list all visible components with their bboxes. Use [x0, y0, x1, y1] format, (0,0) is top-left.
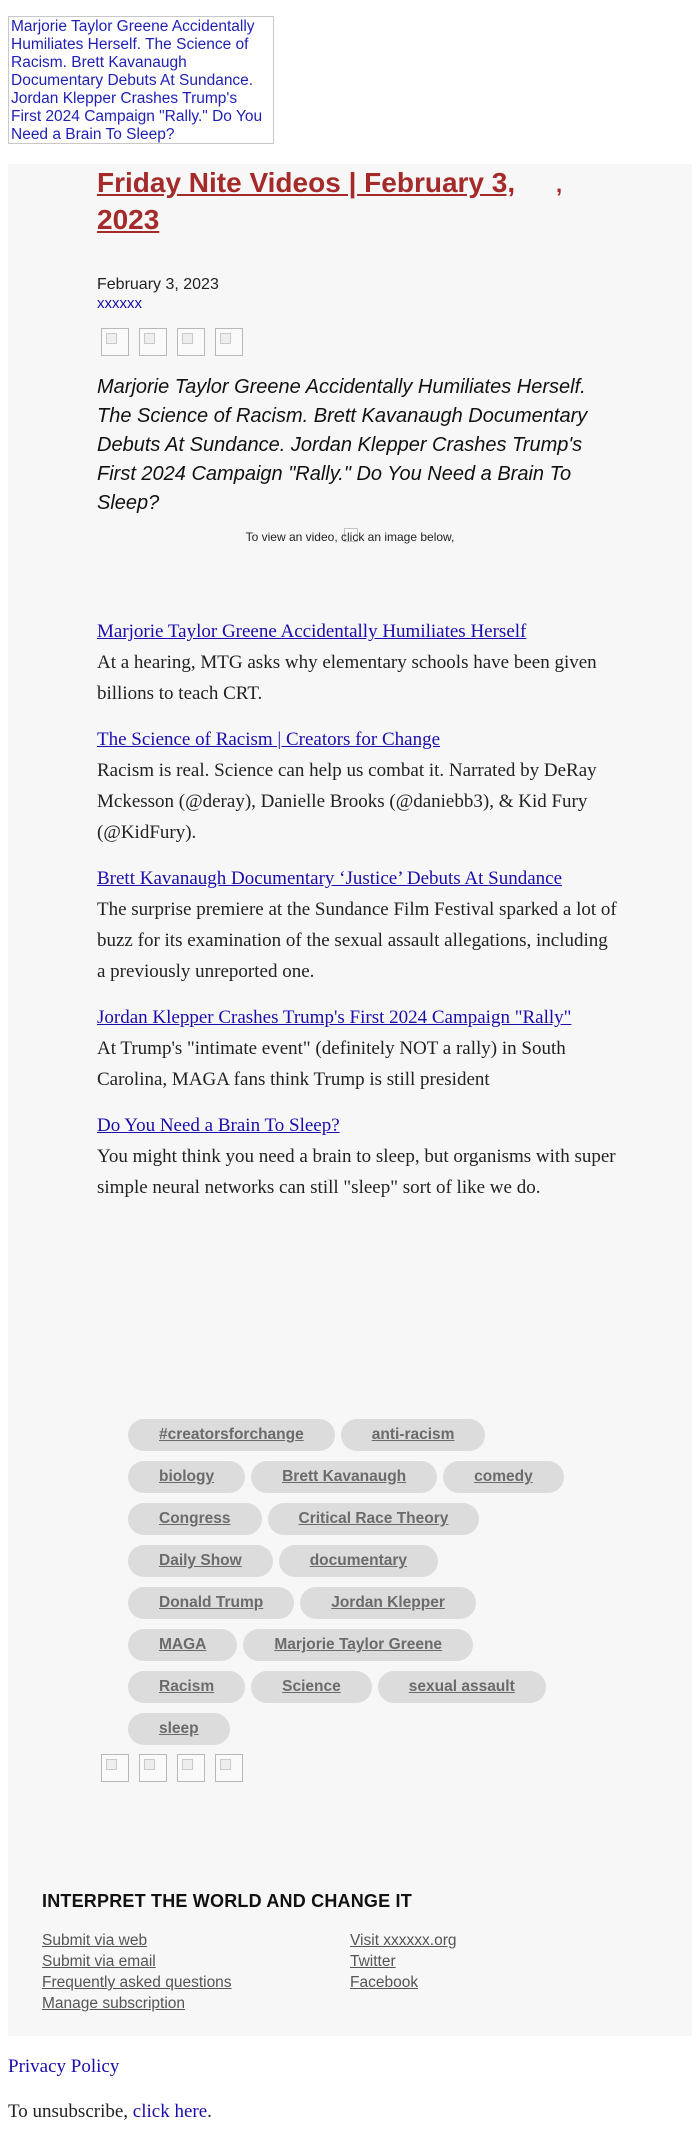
tag-racism[interactable]: Racism — [128, 1671, 245, 1703]
share-icons-top — [101, 328, 243, 356]
video-note: To view an video, click an image below, — [245, 530, 455, 544]
tag-biology[interactable]: biology — [128, 1461, 245, 1493]
video-item — [97, 616, 617, 709]
tag-list — [128, 1419, 568, 1745]
tag-comedy[interactable]: comedy — [443, 1461, 564, 1493]
post-summary: Marjorie Taylor Greene Accidentally Humiliates Herself. The Science of Racism. Brett Kavanaugh Documentary Debuts At Sundance. Jordan Klepper Crashes Trump's First 2024 Campaign "Rally." Do You Need a Brain To Sleep? — [97, 376, 588, 514]
post-title[interactable]: Friday Nite Videos | February 3, 2023 — [97, 167, 516, 235]
tag-brett-kavanaugh[interactable]: Brett Kavanaugh — [251, 1461, 437, 1493]
share-icon[interactable] — [177, 1754, 205, 1782]
tag-science[interactable]: Science — [251, 1671, 372, 1703]
header-image[interactable]: Marjorie Taylor Greene Accidentally Humiliates Herself. The Science of Racism. Brett Kavanaugh Documentary Debuts At Sundance. Jordan Klepper Crashes Trump's First 2024 Campaign "Rally." Do You Need a Brain To Sleep? — [8, 16, 274, 144]
post-date: February 3, 2023 — [97, 276, 219, 293]
tag-sleep[interactable]: sleep — [128, 1713, 230, 1745]
video-description: Racism is real. Science can help us combat it. Narrated by DeRay Mckesson (@deray), Danielle Brooks (@daniebb3), & Kid Fury (@KidFury). — [97, 760, 597, 843]
privacy-policy-link[interactable]: Privacy Policy — [8, 2056, 120, 2077]
share-icon[interactable] — [215, 1754, 243, 1782]
tag-donald-trump[interactable]: Donald Trump — [128, 1587, 294, 1619]
visit-site-link[interactable]: Visit xxxxxx.org — [350, 1932, 457, 1949]
tag-creatorsforchange[interactable]: #creatorsforchange — [128, 1419, 335, 1451]
share-icon[interactable] — [101, 1754, 129, 1782]
tag-maga[interactable]: MAGA — [128, 1629, 237, 1661]
twitter-link[interactable]: Twitter — [350, 1953, 396, 1970]
video-item — [97, 863, 617, 987]
video-description: At Trump's "intimate event" (definitely NOT a rally) in South Carolina, MAGA fans think Trump is still president — [97, 1038, 566, 1090]
title-trailing-comma: , — [556, 172, 563, 197]
faq-link[interactable]: Frequently asked questions — [42, 1974, 232, 1991]
share-icon[interactable] — [101, 328, 129, 356]
submit-via-email-link[interactable]: Submit via email — [42, 1953, 156, 1970]
tag-documentary[interactable]: documentary — [279, 1545, 438, 1577]
share-icon[interactable] — [139, 1754, 167, 1782]
tag-anti-racism[interactable]: anti-racism — [341, 1419, 486, 1451]
tag-jordan-klepper[interactable]: Jordan Klepper — [300, 1587, 476, 1619]
video-item — [97, 724, 617, 848]
video-item — [97, 1002, 617, 1095]
unsubscribe-line — [8, 2101, 212, 2123]
video-list — [97, 616, 617, 1218]
footer-heading: INTERPRET THE WORLD AND CHANGE IT — [42, 1891, 412, 1911]
share-icon[interactable] — [215, 328, 243, 356]
tag-critical-race-theory[interactable]: Critical Race Theory — [268, 1503, 480, 1535]
footer-right-links — [350, 1930, 457, 1993]
footer-left-links — [42, 1930, 232, 2014]
video-link[interactable]: Do You Need a Brain To Sleep? — [97, 1115, 340, 1136]
share-icon[interactable] — [139, 328, 167, 356]
video-link[interactable]: The Science of Racism | Creators for Change — [97, 729, 441, 750]
manage-subscription-link[interactable]: Manage subscription — [42, 1995, 186, 2012]
submit-via-web-link[interactable]: Submit via web — [42, 1932, 148, 1949]
video-description: The surprise premiere at the Sundance Film Festival sparked a lot of buzz for its examination of the sexual assault allegations, including a previously unreported one. — [97, 899, 617, 982]
author-link[interactable]: xxxxxx — [97, 295, 142, 312]
unsubscribe-suffix: . — [207, 2101, 212, 2122]
video-description: At a hearing, MTG asks why elementary schools have been given billions to teach CRT. — [97, 652, 597, 704]
tag-sexual-assault[interactable]: sexual assault — [378, 1671, 546, 1703]
video-link[interactable]: Jordan Klepper Crashes Trump's First 2024 Campaign "Rally" — [97, 1007, 572, 1028]
newsletter-card — [8, 164, 692, 2036]
share-icons-bottom — [101, 1754, 243, 1782]
tag-congress[interactable]: Congress — [128, 1503, 262, 1535]
share-icon[interactable] — [177, 328, 205, 356]
unsubscribe-link[interactable]: click here — [132, 2101, 208, 2122]
video-description: You might think you need a brain to sleep, but organisms with super simple neural networks can still "sleep" sort of like we do. — [97, 1146, 616, 1198]
video-item — [97, 1110, 617, 1203]
facebook-link[interactable]: Facebook — [350, 1974, 419, 1991]
tag-daily-show[interactable]: Daily Show — [128, 1545, 273, 1577]
tag-marjorie-taylor-greene[interactable]: Marjorie Taylor Greene — [243, 1629, 473, 1661]
video-link[interactable]: Marjorie Taylor Greene Accidentally Humiliates Herself — [97, 621, 527, 642]
unsubscribe-prefix: To unsubscribe, — [8, 2101, 133, 2122]
video-link[interactable]: Brett Kavanaugh Documentary ‘Justice’ Debuts At Sundance — [97, 868, 563, 889]
